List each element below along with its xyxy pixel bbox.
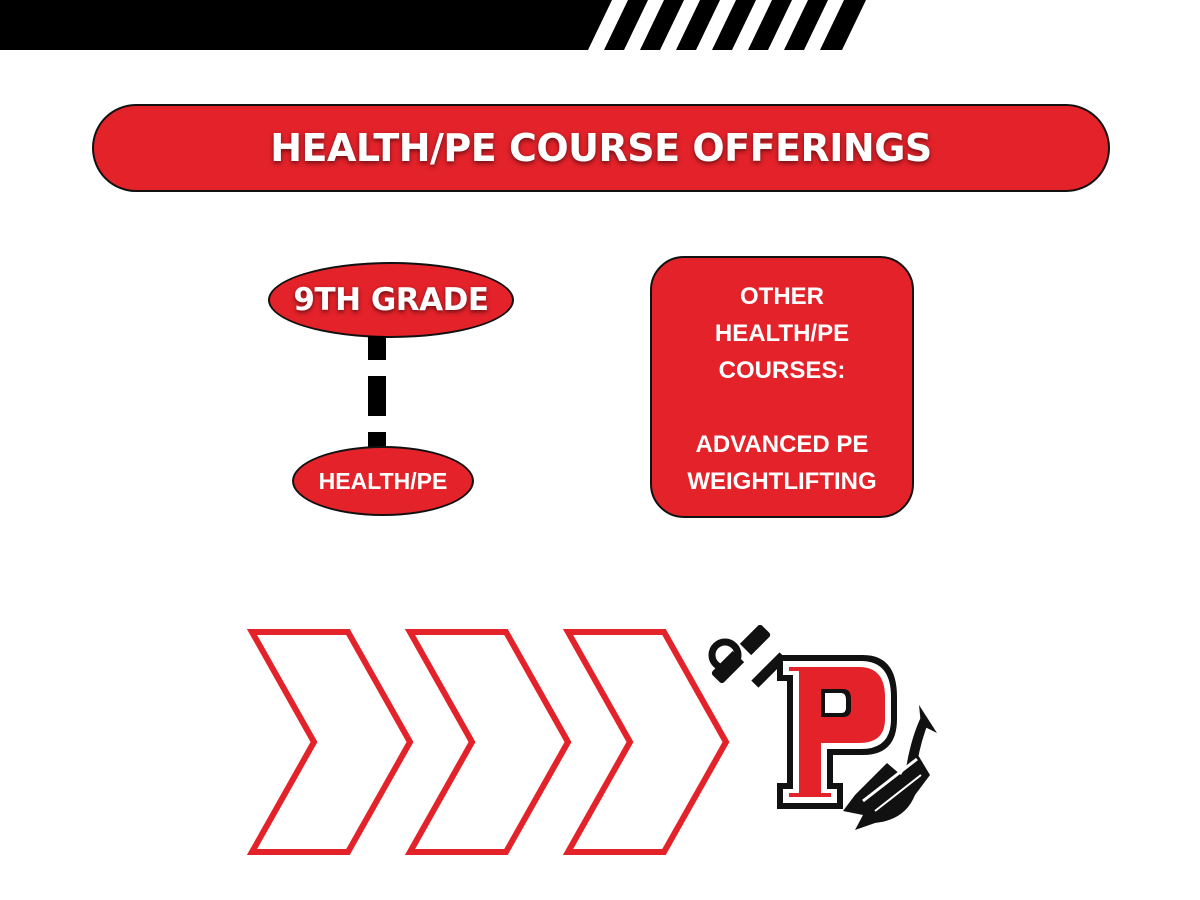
top-stripe-decoration	[0, 0, 880, 52]
other-courses-heading-line: OTHER	[740, 283, 824, 310]
page-title: HEALTH/PE COURSE OFFERINGS	[270, 126, 932, 170]
other-courses-heading-line: COURSES:	[718, 357, 846, 384]
chevron-arrows	[240, 620, 740, 860]
chevron-arrow-icon	[252, 632, 410, 852]
other-courses-heading-line: HEALTH/PE	[714, 320, 850, 347]
other-course-item: WEIGHTLIFTING	[687, 468, 877, 495]
school-logo	[705, 625, 945, 830]
course-label: HEALTH/PE	[318, 467, 448, 494]
course-node	[292, 446, 474, 516]
chevron-arrow-icon	[410, 632, 568, 852]
dashed-connector	[368, 336, 388, 448]
chevron-arrow-icon	[568, 632, 726, 852]
other-courses-box	[650, 256, 914, 518]
title-banner	[92, 104, 1110, 192]
grade-node	[268, 262, 514, 338]
grade-label: 9TH GRADE	[293, 282, 489, 318]
other-course-item: ADVANCED PE	[695, 431, 869, 458]
